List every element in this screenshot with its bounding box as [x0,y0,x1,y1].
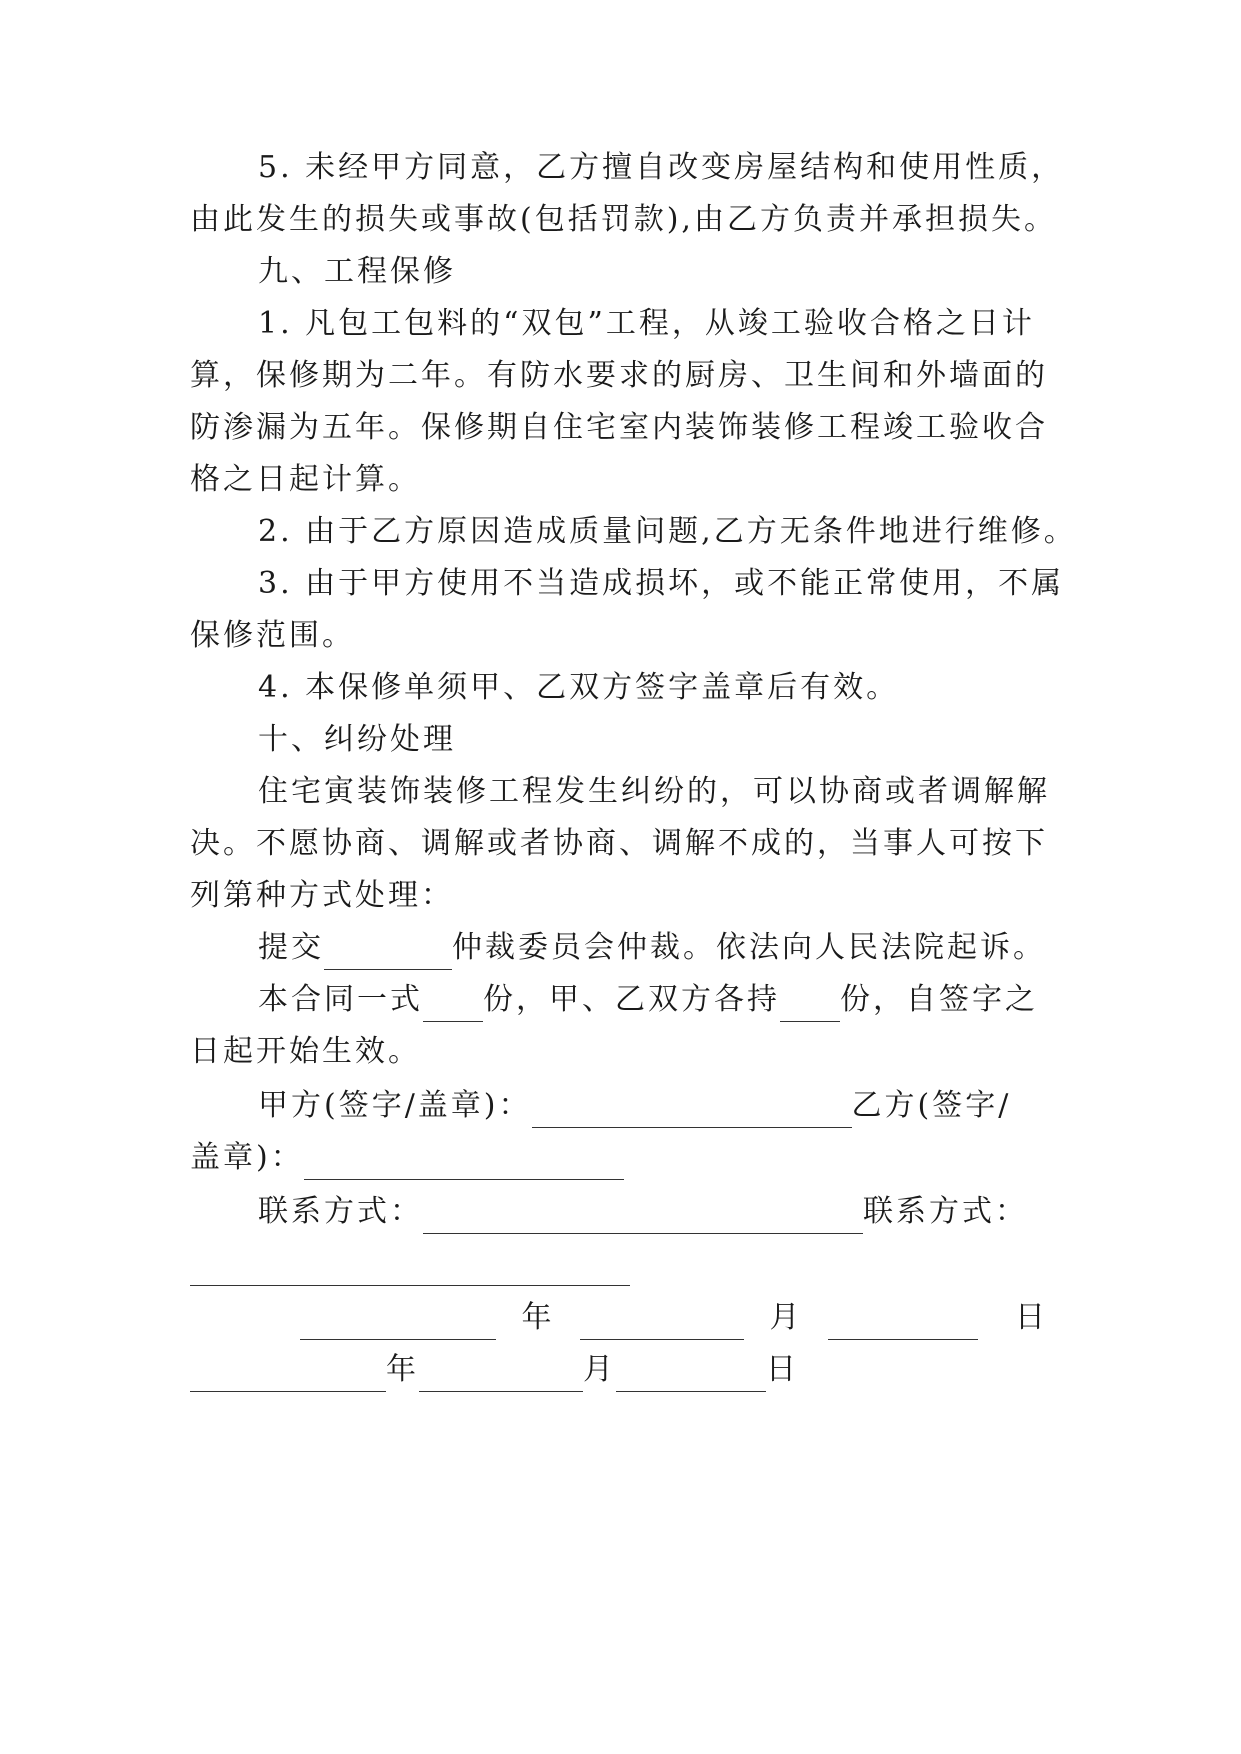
contact-blank-line [190,1242,1060,1286]
clause-9-1-line-4: 格之日起计算。 [190,462,421,497]
copies-line-1 [258,978,1060,1022]
party-b-signature-blank[interactable] [304,1145,624,1180]
clause-8-5-line-1: 5. 未经甲方同意，乙方擅自改变房屋结构和使用性质， [258,150,1065,185]
party-b-contact-blank[interactable] [190,1251,630,1286]
party-b-signature-label-cont: 盖章)： [190,1140,304,1175]
copies-line-2: 日起开始生效。 [190,1034,421,1069]
party-a-month-label: 月 [769,1300,803,1335]
signature-line-1 [258,1084,1060,1128]
dispute-line-1: 住宅寅装饰装修工程发生纠纷的，可以协商或者调解解 [258,774,1050,809]
party-b-year-label: 年 [386,1352,419,1387]
party-a-contact-blank[interactable] [423,1199,863,1234]
party-b-month-blank[interactable] [419,1357,583,1392]
date-line-a [300,1296,1060,1340]
party-a-signature-label: 甲方(签字/盖章)： [258,1088,532,1123]
party-b-signature-label: 乙方(签字/ [851,1088,1012,1123]
arbitration-prefix: 提交 [258,930,324,965]
party-a-day-blank[interactable] [828,1305,978,1340]
clause-9-4: 4. 本保修单须甲、乙双方签字盖章后有效。 [258,670,900,705]
party-a-year-label: 年 [521,1300,555,1335]
arbitration-committee-blank[interactable] [324,935,452,970]
copies-text-1: 本合同一式 [258,982,423,1017]
clause-9-1-line-3: 防渗漏为五年。保修期自住宅室内装饰装修工程竣工验收合 [190,410,1048,445]
clause-9-3-line-2: 保修范围。 [190,618,355,653]
party-b-year-blank[interactable] [190,1357,386,1392]
clause-9-1-line-2: 算，保修期为二年。有防水要求的厨房、卫生间和外墙面的 [190,358,1048,393]
dispute-line-3: 列第种方式处理： [190,878,454,913]
clause-9-1-line-1: 1. 凡包工包料的“双包”工程，从竣工验收合格之日计 [258,306,1035,341]
party-a-contact-label: 联系方式： [258,1194,423,1229]
party-a-signature-blank[interactable] [532,1093,852,1128]
party-b-contact-label: 联系方式： [863,1194,1028,1229]
copies-text-3: 份，自签字之 [840,982,1038,1017]
arbitration-suffix: 仲裁委员会仲裁。依法向人民法院起诉。 [452,930,1046,965]
dispute-line-2: 决。不愿协商、调解或者协商、调解不成的，当事人可按下 [190,826,1048,861]
total-copies-blank[interactable] [423,987,483,1022]
party-b-day-blank[interactable] [616,1357,766,1392]
section-heading-dispute: 十、纠纷处理 [258,722,456,757]
party-b-month-label: 月 [583,1352,616,1387]
clause-8-5-line-2: 由此发生的损失或事故(包括罚款),由乙方负责并承担损失。 [190,202,1057,237]
signature-line-2 [190,1136,1060,1180]
party-b-day-label: 日 [766,1352,799,1387]
arbitration-line [258,926,1060,970]
section-heading-warranty: 九、工程保修 [258,254,456,289]
clause-9-2: 2. 由于乙方原因造成质量问题,乙方无条件地进行维修。 [258,514,1077,549]
date-line-b [190,1348,1060,1392]
clause-9-3-line-1: 3. 由于甲方使用不当造成损坏，或不能正常使用，不属 [258,566,1065,601]
contact-line [258,1190,1060,1234]
party-a-day-label: 日 [1015,1300,1048,1335]
copies-text-2: 份，甲、乙双方各持 [483,982,780,1017]
each-copies-blank[interactable] [780,987,840,1022]
party-a-month-blank[interactable] [580,1305,744,1340]
party-a-year-blank[interactable] [300,1305,496,1340]
